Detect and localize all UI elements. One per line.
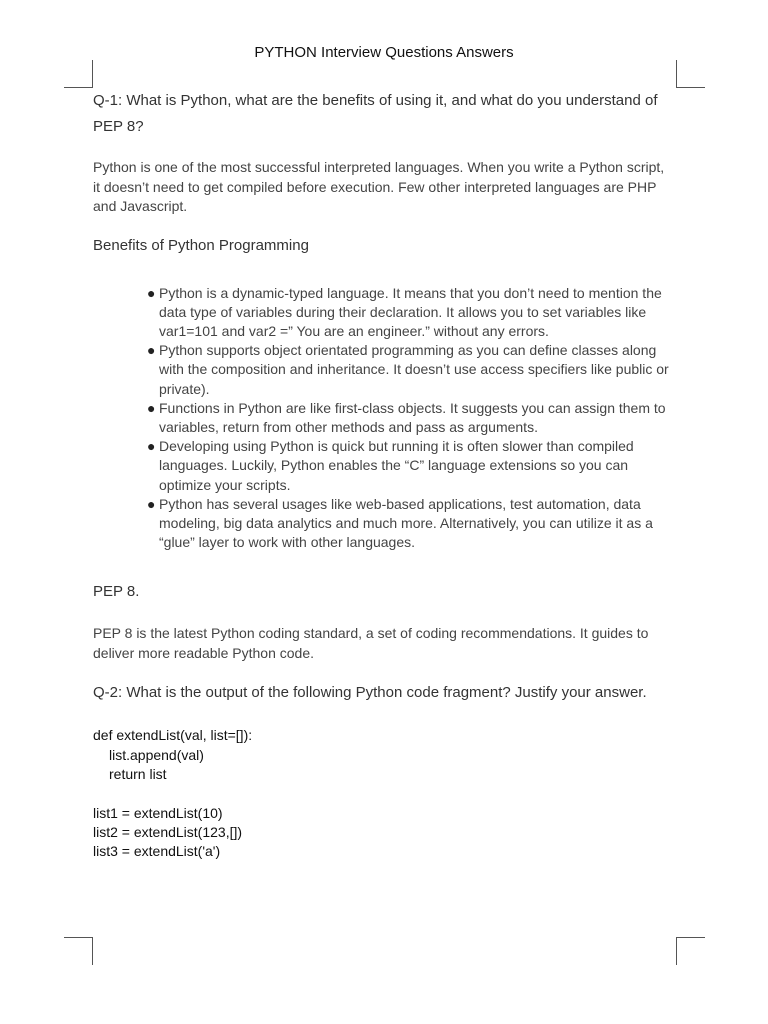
crop-mark-bottom-right bbox=[676, 937, 677, 965]
bullet-icon: ● bbox=[147, 438, 156, 455]
python-intro-paragraph: Python is one of the most successful interpreted languages. When you write a Python script, it doesn’t need to get compiled before execution. Few other interpreted languages are PHP and Javascript. bbox=[93, 159, 665, 214]
bullet-icon: ● bbox=[147, 342, 156, 359]
crop-mark-bottom-right bbox=[677, 937, 705, 938]
list-item-text: Python has several usages like web-based applications, test automation, data modeling, big data analytics and much more. Alternatively, you can utilize it as a “glue” layer to work with other languages. bbox=[159, 495, 653, 551]
crop-mark-bottom-left bbox=[92, 937, 93, 965]
page-header: PYTHON Interview Questions Answers bbox=[254, 44, 514, 61]
benefits-list bbox=[93, 284, 673, 553]
code-line: list2 = extendList(123,[]) bbox=[93, 823, 243, 840]
list-item bbox=[135, 399, 673, 437]
code-line: list.append(val) bbox=[109, 746, 204, 763]
list-item bbox=[135, 437, 673, 495]
crop-mark-top-left bbox=[64, 87, 92, 88]
list-item-text: Python is a dynamic-typed language. It means that you don’t need to mention the data type of variables during their declaration. It allows you to set variables like var1=101 and var2 =” You are an engineer.” without any errors. bbox=[159, 284, 662, 339]
code-line: def extendList(val, list=[]): bbox=[93, 727, 253, 744]
code-line: return list bbox=[109, 765, 167, 782]
crop-mark-top-right bbox=[677, 87, 705, 88]
code-line: list1 = extendList(10) bbox=[93, 804, 223, 821]
bullet-icon: ● bbox=[147, 284, 156, 301]
list-item-text: Functions in Python are like first-class objects. It suggests you can assign them to variables, return from other methods and pass as arguments. bbox=[159, 399, 666, 435]
pep8-heading: PEP 8. bbox=[93, 583, 140, 601]
crop-mark-bottom-left bbox=[64, 937, 92, 938]
list-item-text: Developing using Python is quick but running it is often slower than compiled languages. Luckily, Python enables the “C” language extensions so you can optimize your scripts. bbox=[159, 438, 634, 493]
crop-mark-top-left bbox=[92, 60, 93, 88]
question-2: Q-2: What is the output of the following Python code fragment? Justify your answer. bbox=[93, 684, 647, 702]
benefits-heading: Benefits of Python Programming bbox=[93, 236, 309, 254]
list-item bbox=[135, 495, 673, 553]
question-1: Q-1: What is Python, what are the benefits of using it, and what do you understand of PEP 8? bbox=[93, 92, 658, 135]
list-item bbox=[135, 284, 673, 342]
list-item bbox=[135, 341, 673, 399]
list-item-text: Python supports object orientated programming as you can define classes along with the composition and inheritance. It doesn’t use access specifiers like public or private). bbox=[159, 342, 669, 397]
code-blank-line bbox=[93, 784, 673, 803]
bullet-icon: ● bbox=[147, 495, 156, 512]
bullet-icon: ● bbox=[147, 399, 156, 416]
crop-mark-top-right bbox=[676, 60, 677, 88]
code-block bbox=[93, 726, 673, 861]
page-content bbox=[93, 88, 673, 861]
pep8-paragraph: PEP 8 is the latest Python coding standard, a set of coding recommendations. It guides to deliver more readable Python code. bbox=[93, 625, 649, 661]
code-line: list3 = extendList('a') bbox=[93, 843, 221, 860]
